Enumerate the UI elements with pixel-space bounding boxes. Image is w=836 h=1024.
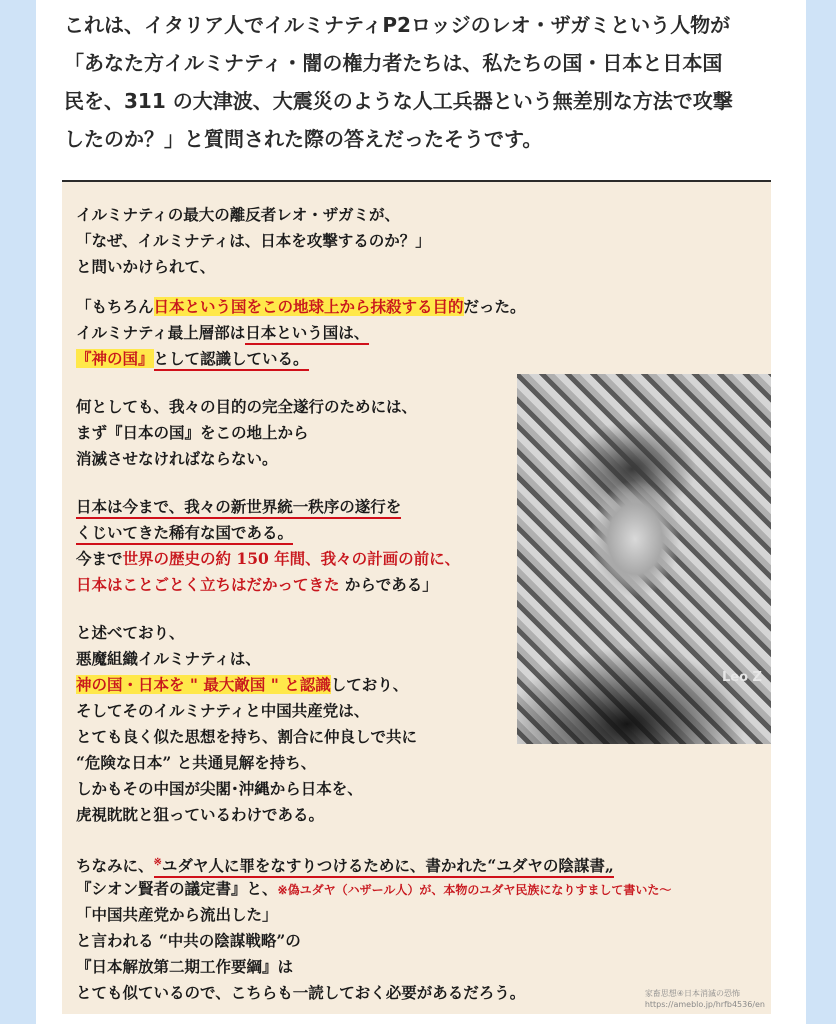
article-line: とても良く似た思想を持ち、割合に仲良しで共に [76,727,418,746]
article-line: 消滅させなければならない。 [76,449,278,468]
article-line [76,496,401,518]
photo-logo-text: Leo Z [722,670,762,685]
article-line [76,348,309,370]
article-line: “危険な日本” と共通見解を持ち、 [76,753,317,772]
intro-line: 「あなた方イルミナティ・闇の権力者たちは、私たちの国・日本と日本国 [64,51,723,75]
highlight-text: 日本という国をこの地球上から抹殺する目的 [153,297,464,316]
article-line: イルミナティ最上層部は日本という国は、 [76,322,369,344]
intro-line: これは、イタリア人でイルミナティP2ロッジのレオ・ザガミという人物が [64,13,731,37]
portrait-photo [517,374,771,744]
article-line: とても似ているので、こちらも一読しておく必要があるだろう。 [76,983,526,1002]
underlined-text: として認識している。 [154,349,309,371]
article-line: 「中国共産党から流出した」 [76,905,278,924]
article-line: 今まで世界の歴史の約 150 年間、我々の計画の前に、 [76,549,461,568]
article-line: そしてそのイルミナティと中国共産党は、 [76,701,370,720]
article-line: と問いかけられて、 [76,257,216,276]
article-line: 神の国・日本を " 最大敵国 " と認識しており、 [76,675,409,694]
intro-line: 民を、311 の大津波、大震災のような人工兵器という無差別な方法で攻撃 [64,89,733,113]
highlight-text: 神の国・日本を " 最大敵国 " と認識 [76,675,331,694]
highlight-text: 『神の国』 [76,349,154,368]
article-line: と言われる “中共の陰謀戦略”の [76,931,301,950]
article-line: 日本はことごとく立ちはだかってきた からである」 [76,575,438,594]
image-credit: 家畜思想④日本消滅の恐怖 https://ameblo.jp/hrfb4536/en [644,989,765,1009]
article-line: と述べており、 [76,623,185,642]
article-line [76,522,293,544]
intro-line: したのか？」と質問された際の答えだったそうです。 [64,127,543,151]
article-line: 『日本解放第二期工作要綱』は [76,957,294,976]
article-line: まず『日本の国』をこの地上から [76,423,309,442]
article-line: 「なぜ、イルミナティは、日本を攻撃するのか？」 [76,231,431,250]
underlined-text: 日本は今まで、我々の新世界統一秩序の遂行を [76,497,401,519]
article-line: 「もちろん日本という国をこの地球上から抹殺する目的だった。 [76,297,526,316]
article-column [36,0,806,1024]
intro-text [64,6,784,158]
underlined-text: くじいてきた稀有な国である。 [76,523,293,545]
article-line: しかもその中国が尖閣･沖縄から日本を、 [76,779,363,798]
article-line: 悪魔組織イルミナティは、 [76,649,261,668]
article-line: 『シオン賢者の議定書』と、※偽ユダヤ（ハザール人）が、本物のユダヤ民族になりすまして書いた〜 [76,879,672,898]
article-line: 虎視眈眈と狙っているわけである。 [76,805,325,824]
article-line: ちなみに、※ユダヤ人に罪をなすりつけるために、書かれた“ユダヤの陰謀書„ [76,852,614,877]
underlined-text: 日本という国は、 [245,323,369,345]
article-line: 何としても、我々の目的の完全遂行のためには、 [76,397,418,416]
article-line: イルミナティの最大の離反者レオ・ザガミが、 [76,205,400,224]
quoted-article-image [62,180,771,1014]
